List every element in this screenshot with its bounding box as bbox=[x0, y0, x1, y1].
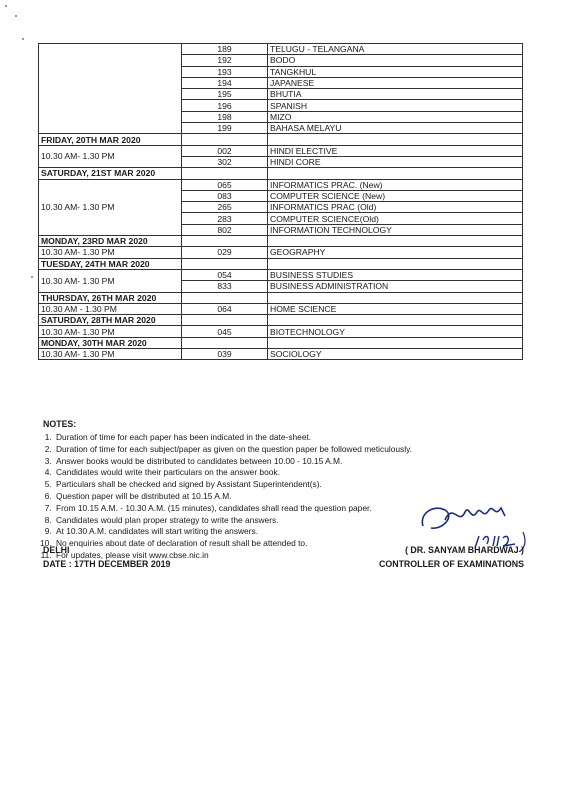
exam-time: 10.30 AM- 1.30 PM bbox=[39, 326, 182, 337]
subject-name: BIOTECHNOLOGY bbox=[268, 326, 523, 337]
empty-cell bbox=[182, 292, 268, 303]
note-item: 4. Candidates would write their particulars on the answer book. bbox=[54, 467, 503, 479]
place-label: DELHI bbox=[43, 545, 70, 555]
exam-date-row bbox=[39, 236, 523, 247]
note-item: 11. For updates, please visit www.cbse.nic.in bbox=[54, 550, 503, 562]
empty-cell bbox=[268, 258, 523, 269]
subject-code: 189 bbox=[182, 44, 268, 55]
exam-date-row bbox=[39, 168, 523, 179]
subject-code: 802 bbox=[182, 224, 268, 235]
subject-row bbox=[39, 269, 523, 280]
signatory-name: ( DR. SANYAM BHARDWAJ ) bbox=[405, 545, 524, 555]
subject-name: BAHASA MELAYU bbox=[268, 123, 523, 134]
exam-schedule-table bbox=[38, 43, 523, 360]
subject-name: SOCIOLOGY bbox=[268, 349, 523, 360]
note-item: 10. No enquiries about date of declaration of result shall be attended to. bbox=[54, 538, 503, 550]
empty-cell bbox=[268, 292, 523, 303]
empty-cell bbox=[268, 236, 523, 247]
exam-date-row bbox=[39, 292, 523, 303]
subject-name: MIZO bbox=[268, 111, 523, 122]
empty-cell bbox=[182, 134, 268, 145]
subject-row bbox=[39, 44, 523, 55]
subject-row bbox=[39, 349, 523, 360]
exam-date: FRIDAY, 20TH MAR 2020 bbox=[39, 134, 182, 145]
empty-cell bbox=[182, 168, 268, 179]
subject-code: 029 bbox=[182, 247, 268, 258]
subject-code: 002 bbox=[182, 145, 268, 156]
issue-date: DATE : 17TH DECEMBER 2019 bbox=[43, 559, 171, 569]
empty-cell bbox=[268, 337, 523, 348]
subject-name: HOME SCIENCE bbox=[268, 303, 523, 314]
empty-cell bbox=[268, 168, 523, 179]
exam-date-row bbox=[39, 337, 523, 348]
subject-name: SPANISH bbox=[268, 100, 523, 111]
note-item: 8. Candidates would plan proper strategy to write the answers. bbox=[54, 515, 503, 527]
exam-time: 10.30 AM - 1.30 PM bbox=[39, 303, 182, 314]
subject-name: HINDI ELECTIVE bbox=[268, 145, 523, 156]
subject-code: 054 bbox=[182, 269, 268, 280]
exam-time: 10.30 AM- 1.30 PM bbox=[39, 179, 182, 235]
note-item: 6. Question paper will be distributed at 10.15 A.M. bbox=[54, 491, 503, 503]
subject-name: COMPUTER SCIENCE(Old) bbox=[268, 213, 523, 224]
subject-code: 283 bbox=[182, 213, 268, 224]
exam-time: 10.30 AM- 1.30 PM bbox=[39, 145, 182, 168]
subject-code: 064 bbox=[182, 303, 268, 314]
subject-code: 194 bbox=[182, 77, 268, 88]
subject-name: INFORMATION TECHNOLOGY bbox=[268, 224, 523, 235]
subject-name: BODO bbox=[268, 55, 523, 66]
note-item: 5. Particulars shall be checked and signed by Assistant Superintendent(s). bbox=[54, 479, 503, 491]
exam-date: MONDAY, 23RD MAR 2020 bbox=[39, 236, 182, 247]
subject-code: 198 bbox=[182, 111, 268, 122]
empty-cell bbox=[182, 236, 268, 247]
subject-code: 192 bbox=[182, 55, 268, 66]
notes-heading: NOTES: bbox=[43, 419, 77, 429]
subject-code: 195 bbox=[182, 89, 268, 100]
note-item: 7. From 10.15 A.M. - 10.30 A.M. (15 minutes), candidates shall read the question paper. bbox=[54, 503, 503, 515]
subject-row bbox=[39, 247, 523, 258]
empty-cell bbox=[182, 258, 268, 269]
issue-block bbox=[43, 543, 170, 571]
exam-date: SATURDAY, 28TH MAR 2020 bbox=[39, 315, 182, 326]
signatory-block bbox=[362, 543, 524, 571]
subject-row bbox=[39, 326, 523, 337]
exam-date: SATURDAY, 21ST MAR 2020 bbox=[39, 168, 182, 179]
subject-name: HINDI CORE bbox=[268, 156, 523, 167]
empty-cell bbox=[268, 134, 523, 145]
exam-date: THURSDAY, 26TH MAR 2020 bbox=[39, 292, 182, 303]
subject-code: 265 bbox=[182, 202, 268, 213]
subject-code: 833 bbox=[182, 281, 268, 292]
subject-name: TANGKHUL bbox=[268, 66, 523, 77]
subject-code: 196 bbox=[182, 100, 268, 111]
subject-name: BUSINESS ADMINISTRATION bbox=[268, 281, 523, 292]
note-item: 3. Answer books would be distributed to candidates between 10.00 - 10.15 A.M. bbox=[54, 456, 503, 468]
exam-time: 10.30 AM- 1.30 PM bbox=[39, 349, 182, 360]
subject-name: COMPUTER SCIENCE (New) bbox=[268, 190, 523, 201]
subject-name: BUSINESS STUDIES bbox=[268, 269, 523, 280]
empty-cell bbox=[182, 337, 268, 348]
signatory-title: CONTROLLER OF EXAMINATIONS bbox=[379, 559, 524, 569]
note-item: 2. Duration of time for each subject/paper as given on the question paper be followed meticulously. bbox=[54, 444, 503, 456]
subject-code: 039 bbox=[182, 349, 268, 360]
subject-name: GEOGRAPHY bbox=[268, 247, 523, 258]
subject-code: 045 bbox=[182, 326, 268, 337]
subject-code: 065 bbox=[182, 179, 268, 190]
note-item: 9. At 10.30 A.M. candidates will start writing the answers. bbox=[54, 526, 503, 538]
subject-code: 199 bbox=[182, 123, 268, 134]
exam-date: TUESDAY, 24TH MAR 2020 bbox=[39, 258, 182, 269]
subject-row bbox=[39, 145, 523, 156]
subject-name: INFORMATICS PRAC (Old) bbox=[268, 202, 523, 213]
exam-time bbox=[39, 44, 182, 134]
subject-code: 083 bbox=[182, 190, 268, 201]
empty-cell bbox=[182, 315, 268, 326]
subject-name: BHUTIA bbox=[268, 89, 523, 100]
subject-row bbox=[39, 303, 523, 314]
subject-name: INFORMATICS PRAC. (New) bbox=[268, 179, 523, 190]
subject-name: JAPANESE bbox=[268, 77, 523, 88]
empty-cell bbox=[268, 315, 523, 326]
exam-time: 10.30 AM- 1.30 PM bbox=[39, 269, 182, 292]
subject-code: 302 bbox=[182, 156, 268, 167]
exam-date-row bbox=[39, 134, 523, 145]
subject-code: 193 bbox=[182, 66, 268, 77]
note-item: 1. Duration of time for each paper has been indicated in the date-sheet. bbox=[54, 432, 503, 444]
subject-name: TELUGU - TELANGANA bbox=[268, 44, 523, 55]
exam-time: 10.30 AM- 1.30 PM bbox=[39, 247, 182, 258]
exam-date-row bbox=[39, 258, 523, 269]
exam-date-row bbox=[39, 315, 523, 326]
subject-row bbox=[39, 179, 523, 190]
exam-date: MONDAY, 30TH MAR 2020 bbox=[39, 337, 182, 348]
